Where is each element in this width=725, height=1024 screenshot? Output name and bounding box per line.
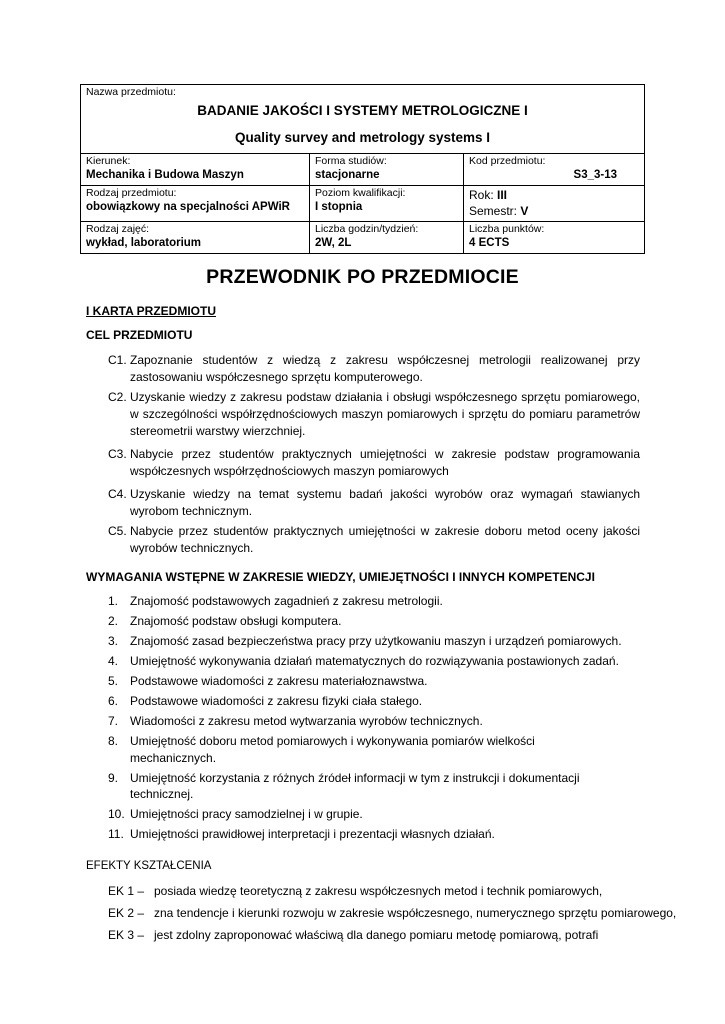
requirement-text: Znajomość zasad bezpieczeństwa pracy przy użytkowaniu maszyn i urządzeń pomiarowych. — [130, 634, 622, 648]
forma-value: stacjonarne — [315, 169, 380, 181]
goal-item — [108, 446, 640, 480]
requirement-number: 3. — [108, 634, 119, 648]
rok-value: III — [497, 188, 508, 202]
punkty-label: Liczba punktów: — [469, 223, 545, 235]
goal-text: Zapoznanie studentów z wiedzą z zakresu współczesnej metrologii realizowanej przy zastosowaniu współczesnego sprzętu komputerowego. — [130, 353, 640, 384]
requirement-text: Umiejętność wykonywania działań matematycznych do rozwiązywania postawionych zadań. — [130, 654, 619, 668]
requirement-text: Umiejętność korzystania z różnych źródeł informacji w tym z instrukcji i dokumentacji technicznej. — [130, 770, 580, 801]
requirement-number: 8. — [108, 734, 119, 748]
punkty-value: 4 ECTS — [469, 237, 510, 249]
requirement-number: 6. — [108, 694, 119, 708]
effect-text: posiada wiedzę teoretyczną z zakresu współczesnych metod i technik pomiarowych, — [154, 884, 603, 898]
course-title-cell — [81, 85, 645, 154]
goal-text: Uzyskanie wiedzy z zakresu podstaw działania i obsługi współczesnego sprzętu pomiarowego, w szczególności współrzędnościowych maszyn pomiarowych i sprzętu do pomiaru parametrów stereometrii warstwy wierzchniej. — [130, 390, 640, 438]
goals-list — [108, 352, 640, 560]
godziny-cell — [310, 222, 464, 254]
requirement-text: Wiadomości z zakresu metod wytwarzania wyrobów technicznych. — [130, 714, 483, 728]
effects-list — [108, 883, 698, 949]
effect-number: EK 1 – — [108, 884, 145, 898]
rodzaj-przedmiotu-cell — [81, 186, 310, 222]
section-requirements-heading: WYMAGANIA WSTĘPNE W ZAKRESIE WIEDZY, UMIEJĘTNOŚCI I INNYCH KOMPETENCJI — [86, 570, 595, 584]
goal-text: Nabycie przez studentów praktycznych umiejętności w zakresie doboru metod oceny jakości wyrobów technicznych. — [130, 524, 640, 555]
requirement-text: Podstawowe wiadomości z zakresu fizyki ciała stałego. — [130, 694, 423, 708]
course-info-table — [80, 84, 645, 254]
requirement-text: Umiejętności pracy samodzielnej i w grupie. — [130, 807, 363, 821]
requirement-text: Umiejętność doboru metod pomiarowych i wykonywania pomiarów wielkości mechanicznych. — [130, 734, 535, 765]
effect-text: zna tendencje i kierunki rozwoju w zakresie współczesnego, numerycznego sprzętu pomiarowego, — [154, 906, 677, 920]
section-effects-heading: EFEKTY KSZTAŁCENIA — [86, 860, 212, 872]
rodzaj-zajec-value: wykład, laboratorium — [86, 237, 202, 249]
rok-label: Rok: — [469, 188, 498, 202]
effect-item — [108, 883, 698, 899]
kod-cell — [464, 154, 645, 186]
semestr-value: V — [520, 204, 529, 218]
requirement-text: Znajomość podstaw obsługi komputera. — [130, 614, 342, 628]
requirement-item — [108, 673, 648, 690]
goal-number: C2. — [108, 390, 127, 404]
course-title-en: Quality survey and metrology systems I — [234, 130, 491, 145]
requirements-list — [108, 593, 648, 846]
requirement-item — [108, 653, 648, 670]
effect-number: EK 2 – — [108, 906, 145, 920]
godziny-label: Liczba godzin/tydzień: — [315, 223, 419, 235]
requirement-item — [108, 693, 648, 710]
requirement-text: Umiejętności prawidłowej interpretacji i prezentacji własnych działań. — [130, 827, 495, 841]
kierunek-value: Mechanika i Budowa Maszyn — [86, 169, 244, 181]
requirement-text: Podstawowe wiadomości z zakresu materiałoznawstwa. — [130, 674, 428, 688]
requirement-item — [108, 770, 648, 803]
goal-number: C3. — [108, 447, 127, 461]
rodzaj-zajec-cell — [81, 222, 310, 254]
rodzaj-przedmiotu-label: Rodzaj przedmiotu: — [86, 187, 177, 199]
requirement-text: Znajomość podstawowych zagadnień z zakresu metrologii. — [130, 594, 443, 608]
requirement-number: 1. — [108, 594, 119, 608]
effect-item — [108, 927, 698, 943]
requirement-number: 11. — [108, 827, 124, 841]
section-goal-heading: CEL PRZEDMIOTU — [86, 328, 193, 342]
requirement-number: 4. — [108, 654, 119, 668]
rodzaj-zajec-label: Rodzaj zajęć: — [86, 223, 150, 235]
requirement-item — [108, 633, 648, 650]
requirement-item — [108, 806, 648, 823]
requirement-item — [108, 713, 648, 730]
forma-label: Forma studiów: — [315, 155, 387, 167]
requirement-item — [108, 826, 648, 843]
requirement-number: 10. — [108, 807, 125, 821]
rok-semestr-cell — [464, 186, 645, 222]
effect-text: jest zdolny zaproponować właściwą dla danego pomiaru metodę pomiarową, potrafi — [154, 928, 599, 942]
poziom-label: Poziom kwalifikacji: — [315, 187, 406, 199]
requirement-item — [108, 613, 648, 630]
requirement-item — [108, 733, 648, 766]
requirement-number: 5. — [108, 674, 119, 688]
forma-cell — [310, 154, 464, 186]
goal-text: Uzyskanie wiedzy na temat systemu badań jakości wyrobów oraz wymagań stawianych wyrobom technicznym. — [130, 487, 640, 518]
kierunek-cell — [81, 154, 310, 186]
effect-number: EK 3 – — [108, 928, 145, 942]
goal-item — [108, 523, 640, 557]
guide-title: PRZEWODNIK PO PRZEDMIOCIE — [206, 266, 519, 288]
section-card-heading: I KARTA PRZEDMIOTU — [86, 304, 216, 318]
goal-number: C5. — [108, 524, 127, 538]
poziom-value: I stopnia — [315, 201, 363, 213]
poziom-cell — [310, 186, 464, 222]
goal-item — [108, 352, 640, 386]
rodzaj-przedmiotu-value: obowiązkowy na specjalności APWiR — [86, 201, 290, 213]
goal-item — [108, 389, 640, 440]
kod-value: S3_3-13 — [573, 169, 618, 181]
requirement-number: 2. — [108, 614, 119, 628]
semestr-label: Semestr: — [469, 204, 521, 218]
punkty-cell — [464, 222, 645, 254]
godziny-value: 2W, 2L — [315, 237, 352, 249]
effect-item — [108, 905, 698, 921]
goal-number: C1. — [108, 353, 127, 367]
requirement-number: 7. — [108, 714, 119, 728]
requirement-number: 9. — [108, 770, 119, 785]
kod-label: Kod przedmiotu: — [469, 155, 546, 167]
rok-line — [469, 187, 639, 203]
kierunek-label: Kierunek: — [86, 155, 131, 167]
requirement-item — [108, 593, 648, 610]
subject-label: Nazwa przedmiotu: — [86, 86, 176, 98]
goal-text: Nabycie przez studentów praktycznych umiejętności w zakresie podstaw programowania współczesnych współrzędnościowych maszyn pomiarowych — [130, 447, 640, 478]
goal-item — [108, 486, 640, 520]
course-title-pl: BADANIE JAKOŚCI I SYSTEMY METROLOGICZNE I — [197, 103, 528, 118]
semestr-line — [469, 203, 639, 219]
goal-number: C4. — [108, 487, 127, 501]
